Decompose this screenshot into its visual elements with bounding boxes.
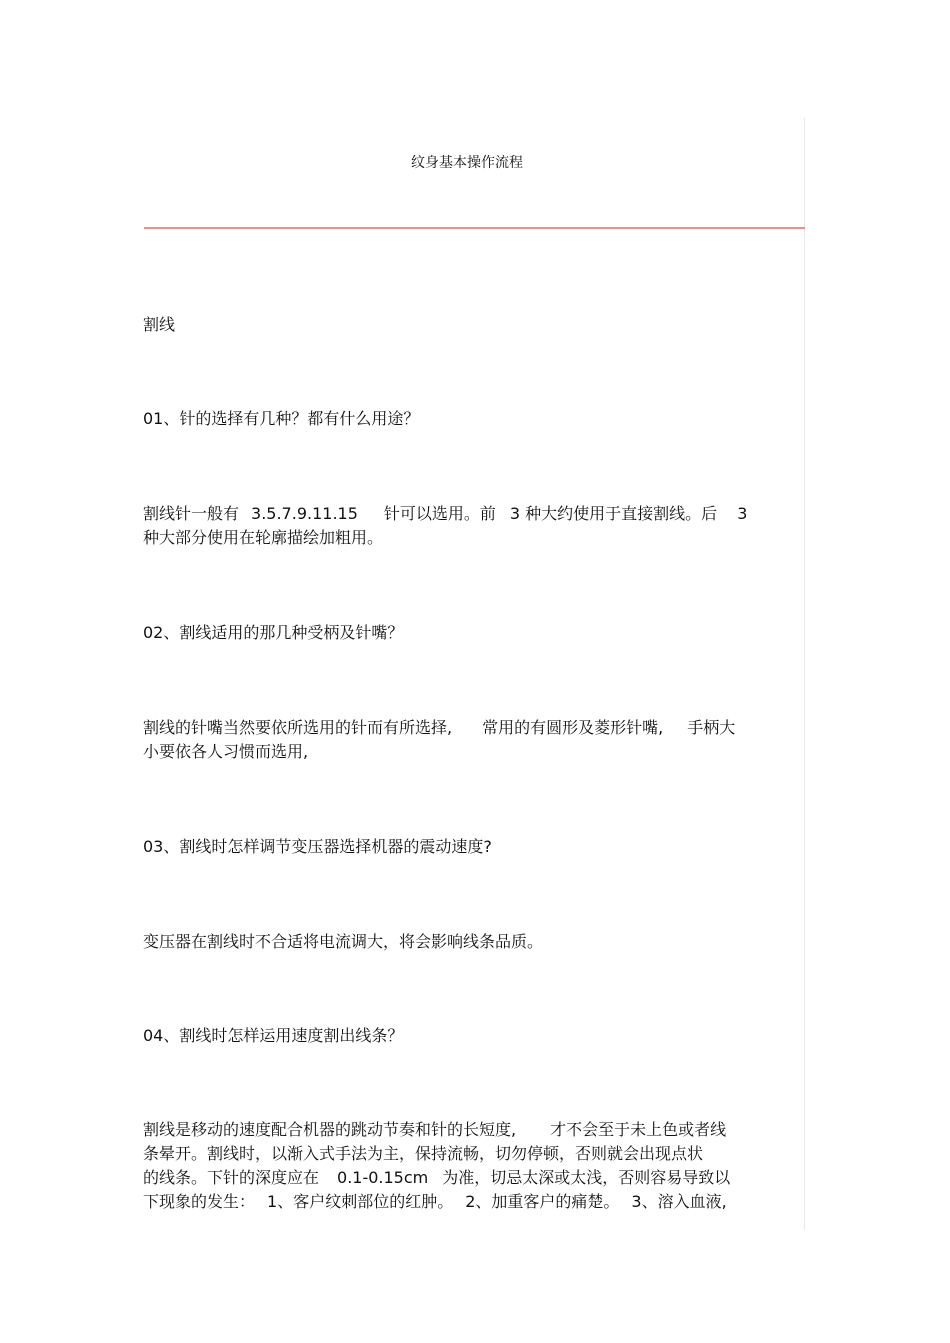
text-segment: 下现象的发生： [143,1192,256,1211]
text-segment: 手柄大 [687,718,736,737]
text-segment: 针可以选用。前 [383,504,496,523]
answer-01-line-2: 种大部分使用在轮廓描绘加粗用。 [143,528,384,547]
header-divider [144,227,805,229]
answer-04-line-4 [143,1190,805,1214]
answer-03-line-1: 变压器在割线时不合适将电流调大，将会影响线条品质。 [143,932,544,951]
section-heading: 割线 [143,315,176,334]
text-segment: 割线的针嘴当然要依所选用的针而有所选择, [143,718,453,737]
question-03: 03、割线时怎样调节变压器选择机器的震动速度? [143,837,492,856]
text-segment: 才不会至于未上色或者线 [550,1120,727,1139]
text-segment: 3、溶入血液, [631,1192,727,1211]
answer-04-line-1 [143,1118,805,1142]
text-segment: 为准，切忌太深或太浅，否则容易导致以 [442,1168,731,1187]
page-right-edge [804,118,805,1230]
text-segment: 2、加重客户的痛楚。 [465,1192,620,1211]
document-title: 纹身基本操作流程 [411,155,523,171]
answer-02-line-2: 小要依各人习惯而选用, [143,742,309,761]
text-segment: 3 [737,504,748,523]
text-segment: 常用的有圆形及菱形针嘴, [482,718,664,737]
answer-04-line-2: 条晕开。割线时，以渐入式手法为主，保持流畅，切勿停顿，否则就会出现点状 [143,1144,704,1163]
question-02: 02、割线适用的那几种受柄及针嘴？ [143,623,404,642]
answer-02-line-1 [143,716,805,740]
answer-04-line-3 [143,1166,805,1190]
text-segment: 0.1-0.15cm [337,1168,429,1187]
text-segment: 3.5.7.9.11.15 [251,504,358,523]
text-segment: 3 种大约使用于直接割线。后 [509,504,718,523]
question-04: 04、割线时怎样运用速度割出线条？ [143,1026,404,1045]
text-segment: 割线针一般有 [143,504,240,523]
question-01: 01、针的选择有几种？都有什么用途？ [143,409,420,428]
text-segment: 1、客户纹刺部位的红肿。 [267,1192,454,1211]
answer-01-line-1 [143,502,805,526]
text-segment: 的线条。下针的深度应在 [143,1168,320,1187]
text-segment: 割线是移动的速度配合机器的跳动节奏和针的长短度, [143,1120,517,1139]
